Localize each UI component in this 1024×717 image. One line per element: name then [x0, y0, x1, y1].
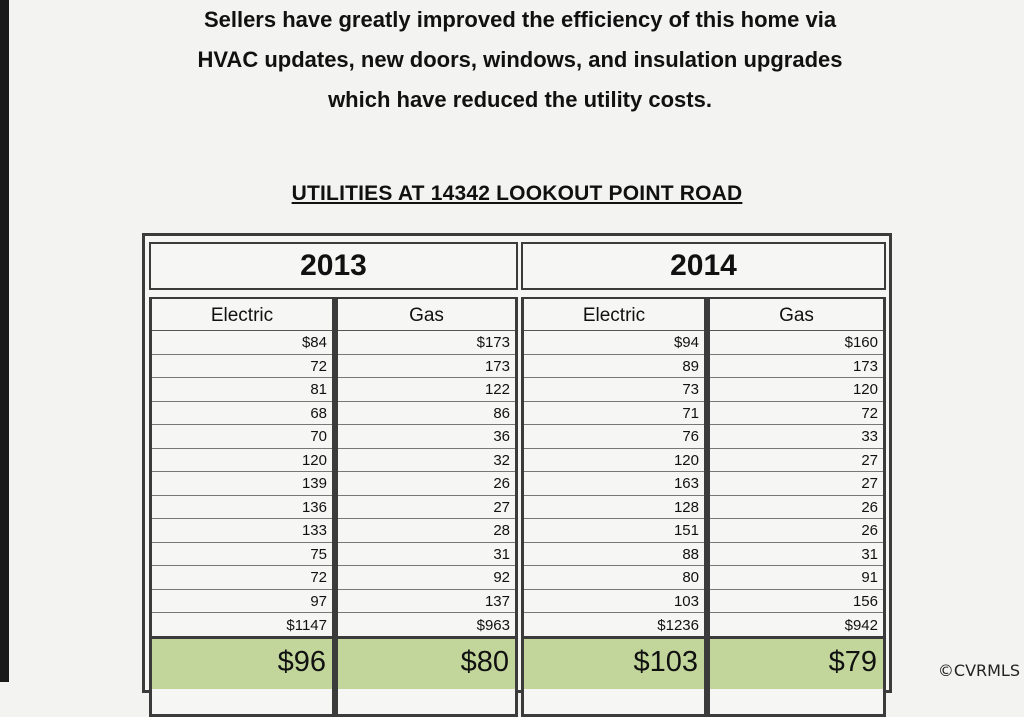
month-value-cell: 120: [710, 378, 883, 402]
column-header: Gas: [710, 299, 883, 331]
month-value-cell: 103: [524, 590, 704, 614]
month-value-cell: 122: [338, 378, 515, 402]
month-value-cell: 68: [152, 402, 332, 426]
month-value-cell: 31: [710, 543, 883, 567]
annual-total-cell: $1236: [524, 613, 704, 639]
column-header: Gas: [338, 299, 515, 331]
month-value-cell: 173: [710, 355, 883, 379]
month-value-cell: 73: [524, 378, 704, 402]
month-value-cell: 71: [524, 402, 704, 426]
month-value-cell: $84: [152, 331, 332, 355]
utilities-table: [142, 233, 892, 693]
month-value-cell: 86: [338, 402, 515, 426]
month-value-cell: 151: [524, 519, 704, 543]
year-header-2014: 2014: [521, 242, 886, 290]
month-value-cell: 81: [152, 378, 332, 402]
month-value-cell: 72: [152, 355, 332, 379]
intro-text: [120, 0, 920, 120]
month-value-cell: 91: [710, 566, 883, 590]
intro-line-1: Sellers have greatly improved the efficiency of this home via: [203, 7, 837, 32]
month-value-cell: 26: [710, 496, 883, 520]
month-value-cell: 156: [710, 590, 883, 614]
month-value-cell: 76: [524, 425, 704, 449]
column-2013-gas: [335, 297, 518, 717]
month-value-cell: 133: [152, 519, 332, 543]
month-value-cell: 26: [710, 519, 883, 543]
annual-total-cell: $963: [338, 613, 515, 639]
monthly-average-cell: $80: [338, 639, 515, 689]
monthly-average-cell: $79: [710, 639, 883, 689]
month-value-cell: 36: [338, 425, 515, 449]
month-value-cell: 137: [338, 590, 515, 614]
month-value-cell: 75: [152, 543, 332, 567]
month-value-cell: 92: [338, 566, 515, 590]
month-value-cell: 128: [524, 496, 704, 520]
month-value-cell: 173: [338, 355, 515, 379]
month-value-cell: 72: [152, 566, 332, 590]
column-header: Electric: [152, 299, 332, 331]
month-value-cell: 33: [710, 425, 883, 449]
month-value-cell: 27: [710, 449, 883, 473]
mls-watermark: ©CVRMLS: [937, 661, 1020, 680]
month-value-cell: 97: [152, 590, 332, 614]
month-value-cell: 89: [524, 355, 704, 379]
column-2013-electric: [149, 297, 335, 717]
month-value-cell: 26: [338, 472, 515, 496]
monthly-average-cell: $96: [152, 639, 332, 689]
month-value-cell: 120: [524, 449, 704, 473]
month-value-cell: 72: [710, 402, 883, 426]
annual-total-cell: $942: [710, 613, 883, 639]
intro-line-2: HVAC updates, new doors, windows, and insulation upgrades: [197, 47, 843, 72]
month-value-cell: 28: [338, 519, 515, 543]
month-value-cell: 31: [338, 543, 515, 567]
month-value-cell: $173: [338, 331, 515, 355]
month-value-cell: 139: [152, 472, 332, 496]
month-value-cell: 32: [338, 449, 515, 473]
column-header: Electric: [524, 299, 704, 331]
month-value-cell: 136: [152, 496, 332, 520]
month-value-cell: 80: [524, 566, 704, 590]
month-value-cell: 88: [524, 543, 704, 567]
annual-total-cell: $1147: [152, 613, 332, 639]
scan-edge: [0, 0, 9, 682]
month-value-cell: $160: [710, 331, 883, 355]
month-value-cell: 163: [524, 472, 704, 496]
month-value-cell: 120: [152, 449, 332, 473]
month-value-cell: $94: [524, 331, 704, 355]
month-value-cell: 70: [152, 425, 332, 449]
column-2014-gas: [707, 297, 886, 717]
intro-line-3: which have reduced the utility costs.: [328, 87, 712, 112]
monthly-average-cell: $103: [524, 639, 704, 689]
month-value-cell: 27: [710, 472, 883, 496]
month-value-cell: 27: [338, 496, 515, 520]
year-header-2013: 2013: [149, 242, 518, 290]
column-2014-electric: [521, 297, 707, 717]
table-title: UTILITIES AT 14342 LOOKOUT POINT ROAD: [291, 182, 743, 205]
